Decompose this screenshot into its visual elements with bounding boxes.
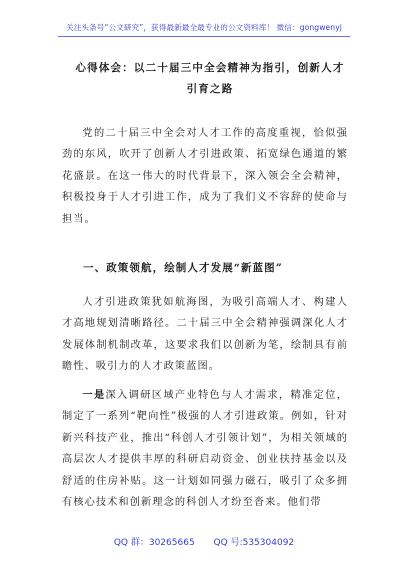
intro-paragraph: 党的二十届三中全会对人才工作的高度重视，恰似强劲的东风，吹开了创新人才引进政策、拓宽绿色通道的繁花盛景。在这一伟大的时代背景下，深入领会全会精神，积极投身于人才引进工作，成为了我们义不容辞的使命与担当。 — [62, 128, 348, 225]
footer-contact — [0, 535, 408, 548]
point-body: 深入调研区域产业特色与人才需求，精准定位，制定了一系列“靶向性”极强的人才引进政策。例如，针对新兴科技产业，推出“科创人才引领计划”，为相关领域的高层次人才提供丰厚的科研启动资金、创业扶持基金以及舒适的住房补贴。这一计划如同强力磁石，吸引了众多拥有核心技术和创新理念的科创人才纷至沓来。他们带 — [62, 390, 348, 509]
qq-group-label: QQ 群：30265665 — [113, 538, 195, 548]
qq-number-label: QQ 号:535304092 — [213, 538, 295, 548]
section-heading: 一、政策领航，绘制人才发展“新蓝图” — [83, 262, 283, 274]
document-title: 心得体会：以二十届三中全会精神为指引，创新人才引育之路 — [75, 62, 345, 95]
point-lead: 一是 — [82, 389, 106, 401]
body-paragraph-point-one — [62, 385, 348, 513]
body-paragraph: 人才引进政策犹如航海图，为吸引高端人才、构建人才高地规划清晰路径。二十届三中全会精神强调深化人才发展体制机制改革，这要求我们以创新为笔，绘制具有前瞻性、吸引力的人才政策蓝图。 — [62, 297, 348, 373]
header-divider — [58, 36, 350, 37]
header-banner: 关注头条号“公文研究”，获得最新最全最专业的公文资料库！ 微信：gongwenyj — [66, 23, 342, 32]
